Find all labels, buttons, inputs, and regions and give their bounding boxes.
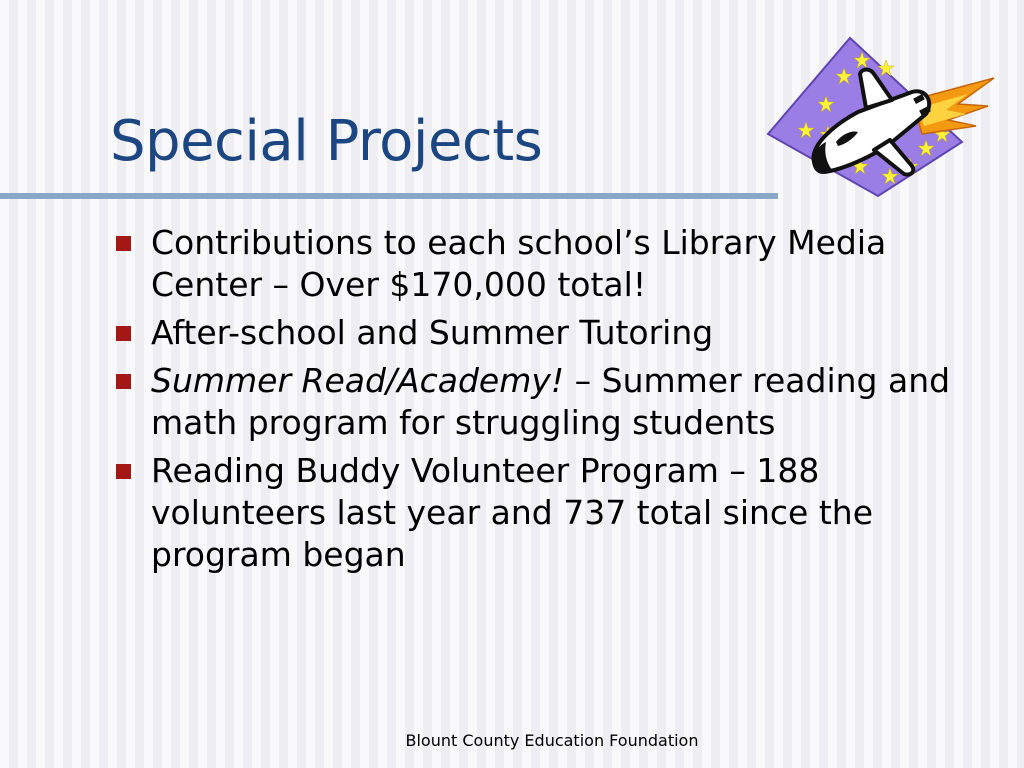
list-item [111, 222, 991, 306]
bullet-square-icon [116, 374, 131, 389]
list-item [111, 450, 991, 576]
program-description: – Summer reading and math program for struggling students [151, 361, 951, 442]
bullet-text [151, 360, 991, 444]
list-item [111, 360, 991, 444]
bullet-square-icon [116, 464, 131, 479]
bullet-square-icon [116, 326, 131, 341]
bullet-text: Contributions to each school’s Library Media Center – Over $170,000 total! [151, 223, 887, 304]
bullet-square-icon [116, 236, 131, 251]
title-divider [0, 193, 778, 199]
slide-title: Special Projects [110, 109, 543, 174]
bullet-text: After-school and Summer Tutoring [151, 313, 714, 352]
space-shuttle-icon [762, 30, 998, 200]
slide-footer: Blount County Education Foundation [405, 731, 699, 750]
program-name: Summer Read/Academy! [151, 361, 565, 400]
bullet-text: Reading Buddy Volunteer Program – 188 volunteers last year and 737 total since the program began [151, 451, 874, 574]
bullet-list [111, 222, 991, 582]
list-item [111, 312, 991, 354]
